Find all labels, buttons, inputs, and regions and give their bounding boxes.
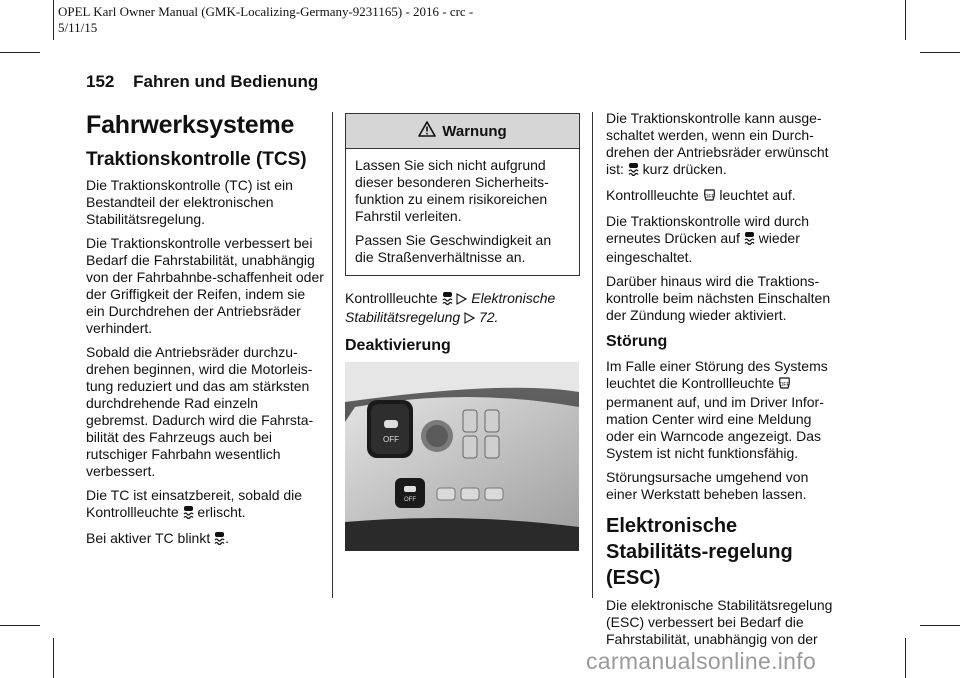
page-number: 152 (86, 72, 115, 91)
cross-reference (345, 290, 580, 328)
text: ist: (606, 161, 624, 177)
warning-header (346, 114, 579, 149)
traction-car-icon (214, 531, 225, 549)
column-1 (86, 110, 324, 556)
reference-page[interactable]: 72. (478, 309, 499, 325)
text: . (225, 530, 230, 546)
crop-mark (0, 625, 40, 626)
section-title: Fahrwerksysteme (86, 111, 295, 139)
crop-mark (920, 52, 960, 53)
text: erlischt. (197, 504, 246, 520)
paragraph: Sobald die Antriebsräder durchzu-drehen beginnen, wird die Motorleis-tung reduziert und das am stärksten durchdrehende Rad einzeln gebremst. Dadurch wird die Fahrsta-bilität des Fahrzeugs auch bei rutschiger Fahrbahn wesentlich verbessert. (86, 344, 314, 479)
text: Die Traktionskontrolle wird durch (606, 213, 810, 229)
document-header-line1: OPEL Karl Owner Manual (GMK-Localizing-Germany-9231165) - 2016 - crc - (58, 4, 474, 19)
esc-off-icon (778, 376, 791, 394)
crop-mark (920, 625, 960, 626)
column-divider (332, 112, 333, 598)
text: kurz drücken. (642, 161, 727, 177)
chapter-title: Fahren und Bedienung (133, 72, 319, 91)
column-3 (606, 110, 842, 655)
column-divider (592, 112, 593, 598)
text: leuchtet die Kontrollleuchte (606, 375, 775, 391)
reference-link[interactable]: Elektronische Stabilitätsregelung (345, 290, 556, 325)
control-panel-photo (345, 362, 579, 551)
paragraph: Die Traktionskontrolle (TC) ist ein Bestandteil der elektronischen Stabilitätsregelung. (86, 177, 293, 227)
warning-title: Warnung (442, 122, 507, 140)
crop-mark (53, 0, 54, 40)
text: Im Falle einer Störung des Systems (606, 358, 828, 374)
paragraph (606, 187, 842, 206)
traction-car-icon (442, 291, 453, 309)
esc-off-icon (703, 188, 716, 206)
document-header (58, 4, 578, 36)
text: eingeschaltet. (606, 249, 693, 265)
photo-label-off-bottom: OFF (404, 497, 416, 503)
crop-mark (905, 638, 906, 678)
page-reference-icon (456, 292, 467, 309)
svg-text:OFF: OFF (779, 382, 790, 388)
document-header-line2: 5/11/15 (58, 20, 98, 35)
warning-box (345, 113, 580, 276)
text: erneutes Drücken auf (606, 230, 740, 246)
page-reference-icon (464, 311, 475, 328)
crop-mark (905, 0, 906, 40)
text: Bei aktiver TC blinkt (86, 530, 211, 546)
svg-text:OFF: OFF (704, 194, 715, 200)
paragraph: Die Traktionskontrolle verbessert bei Bedarf die Fahrstabilität, unabhängig von der Fahrbahnbe-schaffenheit oder der Griffigkeit der Reifen, indem sie ein Durchdrehen der Antriebsräder verhindert. (86, 235, 324, 336)
photo-label-off: OFF (383, 435, 399, 444)
crop-mark (0, 52, 40, 53)
section-title: Elektronische Stabilitäts-regelung (ESC) (606, 515, 793, 589)
subsection-title: Störung (606, 333, 668, 350)
text: leuchtet auf. (719, 187, 796, 203)
text: Kontrollleuchte (345, 290, 438, 306)
subsection-title: Traktionskontrolle (TCS) (86, 149, 307, 170)
text: Kontrollleuchte (86, 504, 179, 520)
paragraph (606, 358, 842, 462)
paragraph (86, 487, 324, 523)
text: Kontrollleuchte (606, 187, 699, 203)
traction-car-icon (744, 231, 755, 249)
paragraph (606, 213, 842, 266)
crop-mark (53, 638, 54, 678)
paragraph: Darüber hinaus wird die Traktions-kontrolle beim nächsten Einschalten der Zündung wieder aktiviert. (606, 273, 831, 323)
paragraph (606, 110, 842, 180)
traction-car-icon (628, 162, 639, 180)
warning-body (346, 149, 579, 275)
paragraph (86, 530, 324, 549)
paragraph: Die elektronische Stabilitätsregelung (ESC) verbessert bei Bedarf die Fahrstabilität, unabhängig von der (606, 597, 833, 647)
paragraph: Störungsursache umgehend von einer Werkstatt beheben lassen. (606, 469, 809, 502)
warning-triangle-icon (418, 121, 436, 141)
text: wieder (758, 230, 800, 246)
text: Die Traktionskontrolle kann ausge-schaltet werden, wenn ein Durch-drehen der Antriebsräder erwünscht (606, 110, 829, 160)
watermark: carmanualsonline.info (586, 648, 817, 674)
running-head (86, 72, 318, 92)
text: permanent auf, und im Driver Infor-mation Center wird eine Meldung oder ein Warncode angezeigt. Das System ist nicht funktionsfähig. (606, 394, 824, 461)
paragraph: Passen Sie Geschwindigkeit an die Straßenverhältnisse an. (355, 232, 552, 265)
subsection-title: Deaktivierung (345, 337, 451, 354)
traction-car-icon (183, 505, 194, 523)
column-2 (345, 110, 580, 551)
text: Die TC ist einsatzbereit, sobald die (86, 487, 303, 503)
paragraph: Lassen Sie sich nicht aufgrund dieser besonderen Sicherheits-funktion zu einem risikoreichen Fahrstil verleiten. (355, 157, 549, 224)
